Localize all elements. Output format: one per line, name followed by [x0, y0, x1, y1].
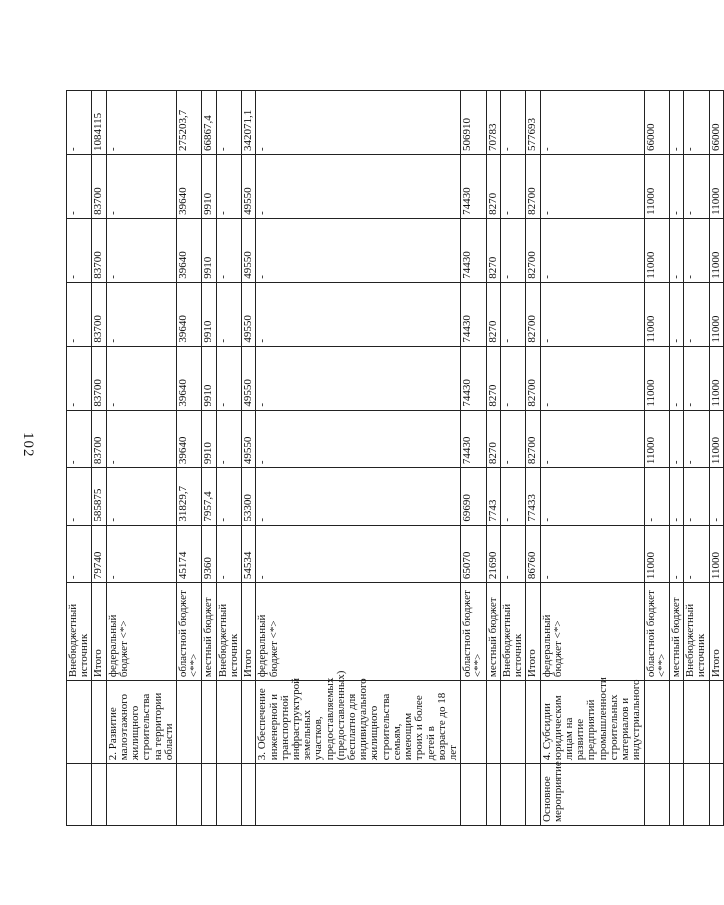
funding-source-cell: Внебюджетный источник — [500, 583, 525, 681]
amount-cell: - — [106, 282, 176, 346]
amount-cell: 83700 — [92, 218, 106, 282]
amount-cell: 39640 — [176, 346, 201, 410]
amount-cell: - — [67, 468, 92, 526]
amount-cell: - — [216, 468, 241, 526]
amount-cell: - — [500, 91, 525, 155]
amount-cell: 77433 — [526, 468, 540, 526]
amount-cell: 11000 — [644, 410, 669, 468]
funding-source-cell: федеральный бюджет <*> — [256, 583, 461, 681]
event-type-cell — [461, 764, 486, 826]
amount-cell: 65070 — [461, 525, 486, 583]
amount-cell: - — [669, 346, 683, 410]
amount-cell: 74430 — [461, 282, 486, 346]
funding-source-cell: областной бюджет <**> — [644, 583, 669, 681]
table-row — [684, 27, 709, 826]
amount-cell: 11000 — [709, 346, 723, 410]
event-type-cell — [176, 764, 201, 826]
amount-cell: 506910 — [461, 91, 486, 155]
subprogram-cell — [176, 681, 201, 764]
amount-cell: - — [106, 410, 176, 468]
event-type-cell — [242, 764, 256, 826]
table-row — [242, 27, 256, 826]
event-type-cell — [684, 764, 709, 826]
amount-cell: - — [669, 282, 683, 346]
amount-cell: 86760 — [526, 525, 540, 583]
subprogram-cell: 2. Развитие малоэтажного жилищного строительства на территории области — [106, 681, 176, 764]
amount-cell: 54534 — [242, 525, 256, 583]
amount-cell: - — [256, 468, 461, 526]
amount-cell: - — [67, 282, 92, 346]
funding-source-cell: Итого — [242, 583, 256, 681]
amount-cell: - — [684, 525, 709, 583]
amount-cell: 11000 — [709, 154, 723, 218]
funding-source-cell: Итого — [709, 583, 723, 681]
amount-cell: - — [256, 410, 461, 468]
table-row — [526, 27, 540, 826]
amount-cell: - — [106, 154, 176, 218]
amount-cell: - — [540, 154, 644, 218]
amount-cell: 8270 — [486, 410, 500, 468]
subprogram-cell: 3. Обеспечение инженерной и транспортной инфраструктурой земельных участков, предоставляемых (предоставленных) бесплатно для индивидуального жилищного строительства семьям, имеющим троих и более детей в возрасте до 18 лет — [256, 681, 461, 764]
subprogram-cell — [461, 681, 486, 764]
amount-cell: - — [106, 525, 176, 583]
subprogram-cell — [526, 681, 540, 764]
table-row — [92, 27, 106, 826]
amount-cell: - — [216, 346, 241, 410]
amount-cell: - — [500, 218, 525, 282]
amount-cell: - — [106, 218, 176, 282]
amount-cell: 53300 — [242, 468, 256, 526]
amount-cell: 83700 — [92, 282, 106, 346]
table-row — [709, 27, 723, 826]
subprogram-cell — [644, 681, 669, 764]
amount-cell: - — [106, 468, 176, 526]
amount-cell: - — [500, 282, 525, 346]
event-type-cell — [526, 764, 540, 826]
amount-cell: 66867,4 — [202, 91, 216, 155]
event-type-cell — [202, 764, 216, 826]
amount-cell: - — [669, 525, 683, 583]
amount-cell: 9360 — [202, 525, 216, 583]
amount-cell: 11000 — [709, 282, 723, 346]
event-type-cell — [500, 764, 525, 826]
funding-source-cell: местный бюджет — [202, 583, 216, 681]
amount-cell: - — [216, 282, 241, 346]
table-row — [202, 27, 216, 826]
amount-cell: - — [669, 410, 683, 468]
amount-cell: 8270 — [486, 218, 500, 282]
funding-source-cell: областной бюджет <**> — [176, 583, 201, 681]
event-type-cell — [644, 764, 669, 826]
event-type-cell — [256, 764, 461, 826]
amount-cell: 11000 — [644, 525, 669, 583]
event-type-cell — [486, 764, 500, 826]
funding-source-cell: областной бюджет <**> — [461, 583, 486, 681]
budget-table — [66, 26, 724, 826]
amount-cell: 8270 — [486, 154, 500, 218]
amount-cell: 83700 — [92, 410, 106, 468]
amount-cell: 9910 — [202, 282, 216, 346]
amount-cell: - — [540, 468, 644, 526]
subprogram-cell — [669, 681, 683, 764]
amount-cell: 585875 — [92, 468, 106, 526]
amount-cell: 39640 — [176, 410, 201, 468]
amount-cell: - — [67, 346, 92, 410]
amount-cell: - — [106, 91, 176, 155]
amount-cell: - — [500, 410, 525, 468]
amount-cell: - — [216, 525, 241, 583]
amount-cell: 8270 — [486, 282, 500, 346]
table-row — [67, 27, 92, 826]
amount-cell: - — [669, 154, 683, 218]
amount-cell: 74430 — [461, 410, 486, 468]
amount-cell: - — [256, 218, 461, 282]
subprogram-cell — [486, 681, 500, 764]
amount-cell: - — [684, 154, 709, 218]
funding-source-cell: Внебюджетный источник — [684, 583, 709, 681]
funding-source-cell: Внебюджетный источник — [216, 583, 241, 681]
amount-cell: 82700 — [526, 346, 540, 410]
amount-cell: 69690 — [461, 468, 486, 526]
amount-cell: - — [67, 154, 92, 218]
amount-cell: 9910 — [202, 410, 216, 468]
amount-cell: 577693 — [526, 91, 540, 155]
amount-cell: 83700 — [92, 346, 106, 410]
amount-cell: 11000 — [644, 154, 669, 218]
amount-cell: - — [500, 525, 525, 583]
amount-cell: 70783 — [486, 91, 500, 155]
funding-source-cell: Итого — [526, 583, 540, 681]
amount-cell: 79740 — [92, 525, 106, 583]
amount-cell: 45174 — [176, 525, 201, 583]
amount-cell: 49550 — [242, 218, 256, 282]
event-type-cell — [216, 764, 241, 826]
amount-cell: - — [684, 346, 709, 410]
amount-cell: - — [256, 282, 461, 346]
table-row — [500, 27, 525, 826]
subprogram-cell — [500, 681, 525, 764]
amount-cell: - — [669, 468, 683, 526]
amount-cell: - — [684, 468, 709, 526]
amount-cell: 9910 — [202, 346, 216, 410]
subprogram-cell: 4. Субсидии юридическим лицам на развитие предприятий промышленности строительных материалов и индустриального — [540, 681, 644, 764]
amount-cell: 49550 — [242, 346, 256, 410]
event-type-cell — [709, 764, 723, 826]
amount-cell: 39640 — [176, 218, 201, 282]
amount-cell: - — [540, 346, 644, 410]
amount-cell: - — [256, 154, 461, 218]
event-type-cell — [92, 764, 106, 826]
amount-cell: - — [216, 91, 241, 155]
amount-cell: - — [669, 91, 683, 155]
amount-cell: 11000 — [709, 410, 723, 468]
amount-cell: - — [709, 468, 723, 526]
amount-cell: 39640 — [176, 282, 201, 346]
amount-cell: - — [684, 91, 709, 155]
amount-cell: - — [67, 525, 92, 583]
table-row — [176, 27, 201, 826]
amount-cell: 83700 — [92, 154, 106, 218]
amount-cell: - — [256, 91, 461, 155]
amount-cell: 9910 — [202, 154, 216, 218]
amount-cell: 9910 — [202, 218, 216, 282]
amount-cell: - — [540, 282, 644, 346]
table-row — [540, 27, 644, 826]
amount-cell: - — [684, 410, 709, 468]
table-row — [106, 27, 176, 826]
amount-cell: 8270 — [486, 346, 500, 410]
amount-cell: - — [500, 468, 525, 526]
amount-cell: 7743 — [486, 468, 500, 526]
amount-cell: - — [540, 525, 644, 583]
funding-source-cell: местный бюджет — [669, 583, 683, 681]
amount-cell: 11000 — [644, 282, 669, 346]
event-type-cell: Основное мероприятие — [540, 764, 644, 826]
subprogram-cell — [216, 681, 241, 764]
amount-cell: 82700 — [526, 282, 540, 346]
table-row — [486, 27, 500, 826]
amount-cell: 66000 — [709, 91, 723, 155]
amount-cell: 66000 — [644, 91, 669, 155]
amount-cell: - — [256, 525, 461, 583]
event-type-cell — [67, 764, 92, 826]
amount-cell: - — [216, 218, 241, 282]
funding-source-cell: федеральный бюджет <*> — [106, 583, 176, 681]
subprogram-cell — [709, 681, 723, 764]
amount-cell: 49550 — [242, 282, 256, 346]
funding-source-cell: Внебюджетный источник — [67, 583, 92, 681]
rotated-table — [66, 26, 722, 826]
funding-source-cell: Итого — [92, 583, 106, 681]
amount-cell: - — [684, 218, 709, 282]
table-row — [216, 27, 241, 826]
subprogram-cell — [684, 681, 709, 764]
event-type-cell — [669, 764, 683, 826]
subprogram-cell — [242, 681, 256, 764]
amount-cell: - — [67, 91, 92, 155]
amount-cell: 11000 — [644, 346, 669, 410]
amount-cell: 21690 — [486, 525, 500, 583]
amount-cell: 74430 — [461, 346, 486, 410]
subprogram-cell — [202, 681, 216, 764]
amount-cell: 275203,7 — [176, 91, 201, 155]
amount-cell: - — [500, 154, 525, 218]
amount-cell: 74430 — [461, 154, 486, 218]
page-number: 102 — [20, 432, 36, 458]
amount-cell: - — [216, 154, 241, 218]
amount-cell: 39640 — [176, 154, 201, 218]
amount-cell: 342071,1 — [242, 91, 256, 155]
funding-source-cell: местный бюджет — [486, 583, 500, 681]
amount-cell: - — [540, 410, 644, 468]
amount-cell: - — [540, 218, 644, 282]
amount-cell: 7957,4 — [202, 468, 216, 526]
amount-cell: 82700 — [526, 410, 540, 468]
amount-cell: 11000 — [709, 525, 723, 583]
amount-cell: 11000 — [709, 218, 723, 282]
amount-cell: 49550 — [242, 154, 256, 218]
funding-source-cell: федеральный бюджет <*> — [540, 583, 644, 681]
amount-cell: - — [67, 218, 92, 282]
amount-cell: 82700 — [526, 218, 540, 282]
event-type-cell — [106, 764, 176, 826]
amount-cell: - — [644, 468, 669, 526]
amount-cell: 11000 — [644, 218, 669, 282]
amount-cell: - — [669, 218, 683, 282]
table-row — [461, 27, 486, 826]
amount-cell: - — [500, 346, 525, 410]
amount-cell: 49550 — [242, 410, 256, 468]
amount-cell: - — [216, 410, 241, 468]
amount-cell: - — [256, 346, 461, 410]
amount-cell: - — [67, 410, 92, 468]
amount-cell: 82700 — [526, 154, 540, 218]
amount-cell: - — [106, 346, 176, 410]
table-row — [669, 27, 683, 826]
amount-cell: 1084115 — [92, 91, 106, 155]
amount-cell: - — [684, 282, 709, 346]
subprogram-cell — [92, 681, 106, 764]
amount-cell: 31829,7 — [176, 468, 201, 526]
amount-cell: - — [540, 91, 644, 155]
table-row — [256, 27, 461, 826]
subprogram-cell — [67, 681, 92, 764]
table-row — [644, 27, 669, 826]
amount-cell: 74430 — [461, 218, 486, 282]
